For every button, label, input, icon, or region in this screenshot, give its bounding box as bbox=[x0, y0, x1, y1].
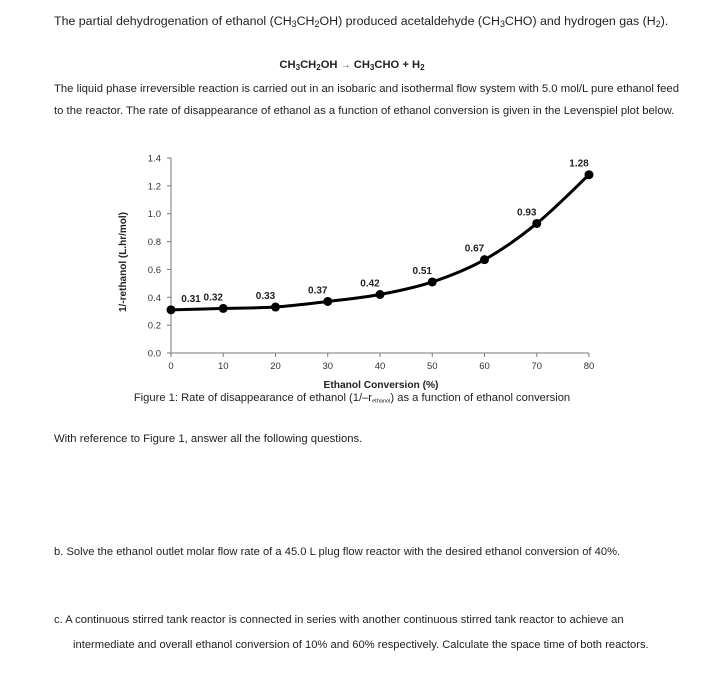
data-label: 1.28 bbox=[569, 158, 589, 170]
x-tick-label: 70 bbox=[531, 361, 543, 372]
data-points bbox=[167, 170, 594, 314]
x-axis-ticks bbox=[168, 353, 594, 372]
y-tick-label: 0.8 bbox=[147, 237, 161, 249]
data-point bbox=[585, 170, 594, 179]
chart-axes bbox=[171, 158, 589, 353]
question-b bbox=[54, 540, 684, 565]
y-tick-label: 0.6 bbox=[147, 264, 161, 276]
x-tick-label: 60 bbox=[479, 361, 490, 372]
rate-curve bbox=[171, 175, 589, 310]
x-tick-label: 40 bbox=[374, 361, 386, 372]
data-point bbox=[219, 304, 228, 313]
x-tick-label: 80 bbox=[583, 361, 595, 372]
data-label: 0.42 bbox=[360, 278, 380, 290]
x-axis-title: Ethanol Conversion (%) bbox=[323, 380, 439, 391]
data-label: 0.33 bbox=[255, 291, 276, 303]
y-tick-label: 1.0 bbox=[147, 209, 161, 221]
intro-paragraph: The partial dehydrogenation of ethanol $(CH_3CH_2OH)$ produced acetaldehyde $(CH_3CHO)$ and hydrogen gas $(H_2)$. bbox=[54, 14, 669, 30]
data-point bbox=[167, 305, 176, 314]
y-tick-label: 1.2 bbox=[147, 181, 161, 193]
question-b-text: b. Solve the ethanol outlet molar flow rate of a 45.0 L plug flow reactor with the desired ethanol conversion of 40%. bbox=[54, 546, 621, 558]
data-label: 0.32 bbox=[203, 292, 223, 304]
data-point bbox=[271, 303, 280, 312]
y-tick-label: 0.4 bbox=[147, 292, 161, 304]
question-c bbox=[54, 608, 684, 657]
data-label: 0.67 bbox=[464, 243, 485, 255]
data-point bbox=[532, 219, 541, 228]
x-tick-label: 20 bbox=[270, 361, 281, 372]
data-label: 0.31 bbox=[181, 293, 201, 305]
liquid-phase-paragraph: The liquid phase irreversible reaction is carried out in an isobaric and isothermal flow system with 5.0 mol/L pure ethanol feed to the reactor. The rate of disappearance of ethanol as a function of ethanol conversion is given in the Levenspiel plot below. bbox=[54, 83, 679, 117]
reaction-arrow: → bbox=[340, 60, 351, 71]
y-tick-label: 1.4 bbox=[147, 153, 161, 165]
data-point bbox=[376, 290, 385, 299]
data-label: 0.93 bbox=[517, 207, 537, 219]
x-tick-label: 50 bbox=[426, 361, 438, 372]
y-axis-ticks bbox=[148, 154, 171, 360]
x-tick-label: 30 bbox=[322, 361, 334, 372]
data-point bbox=[323, 297, 332, 306]
data-point bbox=[480, 255, 489, 264]
figure-caption: Figure 1: Rate of disappearance of ethanol $(1/-r_{ethanol})$ as a function of ethanol conversion bbox=[133, 392, 571, 405]
reference-paragraph: With reference to Figure 1, answer all the following questions. bbox=[54, 433, 363, 445]
reaction-equation: $CH_3CH_2OH \to CH_3CHO + H_2$ bbox=[279, 59, 425, 73]
y-tick-label: 0.0 bbox=[147, 348, 161, 360]
x-tick-label: 10 bbox=[217, 361, 229, 372]
question-c-text: c. A continuous stirred tank reactor is connected in series with another continuous stirred tank reactor to achieve an intermediate and overall ethanol conversion of 10% and 60% respectively. Calculate the space time of both reactors. bbox=[54, 614, 649, 651]
y-tick-label: 0.2 bbox=[147, 320, 161, 332]
data-point bbox=[428, 277, 437, 286]
data-label: 0.37 bbox=[308, 285, 328, 297]
x-tick-label: 0 bbox=[168, 361, 174, 372]
y-axis-title: 1/-rethanol (L.hr/mol) bbox=[118, 212, 129, 312]
data-label: 0.51 bbox=[412, 265, 432, 277]
